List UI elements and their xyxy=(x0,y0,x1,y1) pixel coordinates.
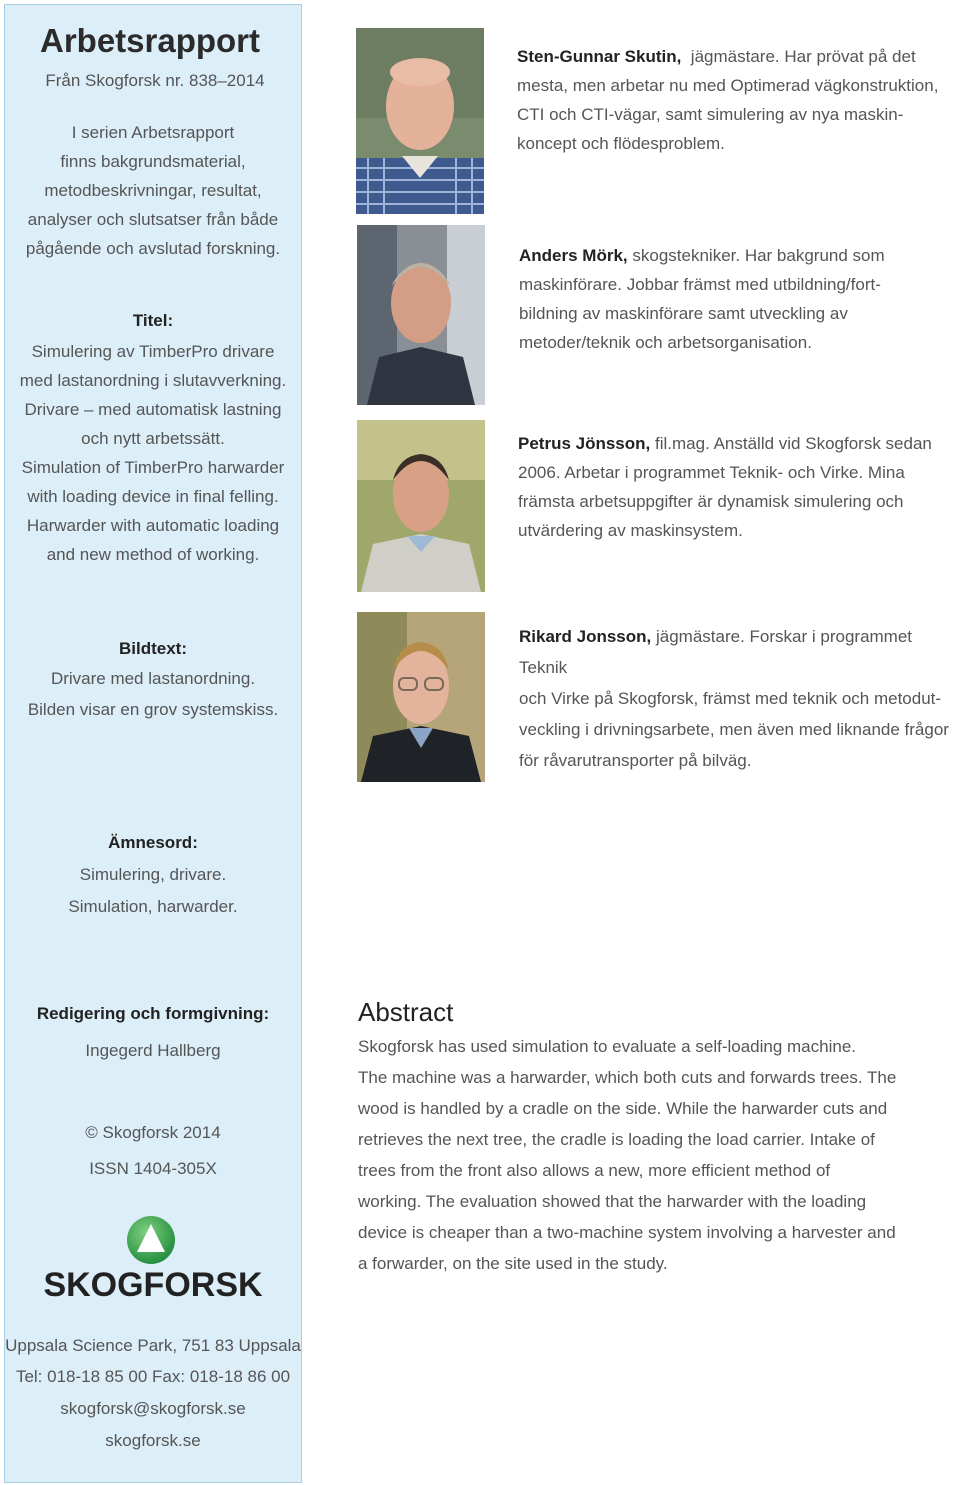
phone-fax-text: Tel: 018-18 85 00 Fax: 018-18 86 00 xyxy=(15,1367,291,1386)
author-bio-jonsson-petrus xyxy=(518,429,958,545)
author-photo-mork xyxy=(357,225,485,405)
skogforsk-logo-text: SKOGFORSK xyxy=(43,1266,263,1304)
keywords-block xyxy=(4,859,302,923)
title-line: with loading device in final felling. xyxy=(27,487,279,506)
bio-line: utvärdering av maskinsystem. xyxy=(518,521,743,540)
title-line: och nytt arbetssätt. xyxy=(81,429,225,448)
title-line: Simulation of TimberPro harwarder xyxy=(21,458,285,477)
caption-line: Drivare med lastanordning. xyxy=(50,669,256,688)
bio-line: veckling i drivningsarbete, men även med liknande frågor xyxy=(519,720,949,739)
bio-line: för råvarutransporter på bilväg. xyxy=(519,751,752,770)
intro-line: finns bakgrundsmaterial, xyxy=(60,152,246,171)
caption-block xyxy=(4,663,302,725)
intro-line: I serien Arbetsrapport xyxy=(71,123,235,142)
author-name: Sten-Gunnar Skutin, xyxy=(517,47,682,66)
report-title-block xyxy=(4,337,302,569)
bio-line: främsta arbetsuppgifter är dynamisk simulering och xyxy=(518,492,904,511)
series-intro xyxy=(4,118,302,263)
title-line: Drivare – med automatisk lastning xyxy=(24,400,282,419)
editor-name: Ingegerd Hallberg xyxy=(85,1041,221,1060)
title-line: Simulering av TimberPro drivare xyxy=(31,342,275,361)
bio-line: metoder/teknik och arbetsorganisation. xyxy=(519,333,812,352)
copyright-text: © Skogforsk 2014 xyxy=(85,1123,221,1142)
author-photo-skutin xyxy=(356,28,484,214)
editing-label: Redigering och formgivning: xyxy=(36,1004,270,1023)
intro-line: pågående och avslutad forskning. xyxy=(25,239,281,258)
keywords-label: Ämnesord: xyxy=(108,833,198,852)
report-series-title: Arbetsrapport xyxy=(39,22,261,59)
bio-line: jägmästare. Har prövat på det xyxy=(690,47,916,66)
website-link[interactable]: skogforsk.se xyxy=(105,1431,201,1450)
skogforsk-logo-icon xyxy=(126,1215,176,1265)
abstract-line: device is cheaper than a two-machine system involving a harvester and xyxy=(358,1223,896,1242)
report-number: Från Skogforsk nr. 838–2014 xyxy=(45,71,265,90)
abstract-line: working. The evaluation showed that the harwarder with the loading xyxy=(358,1192,867,1211)
intro-line: analyser och slutsatser från både xyxy=(27,210,279,229)
address-text: Uppsala Science Park, 751 83 Uppsala xyxy=(5,1336,301,1355)
abstract-line: The machine was a harwarder, which both cuts and forwards trees. The xyxy=(358,1068,897,1087)
author-bio-jonsson-rikard xyxy=(519,621,959,776)
author-name: Petrus Jönsson, xyxy=(518,434,651,453)
abstract-body xyxy=(358,1031,918,1279)
title-line: and new method of working. xyxy=(46,545,260,564)
keyword-line: Simulering, drivare. xyxy=(79,865,227,884)
abstract-line: a forwarder, on the site used in the study. xyxy=(358,1254,668,1273)
bio-line: koncept och flödesproblem. xyxy=(517,134,725,153)
bio-line: fil.mag. Anställd vid Skogforsk sedan xyxy=(655,434,932,453)
keyword-line: Simulation, harwarder. xyxy=(68,897,238,916)
abstract-line: Skogforsk has used simulation to evaluate a self-loading machine. xyxy=(358,1037,857,1056)
bio-line: skogstekniker. Har bakgrund som xyxy=(632,246,885,265)
issn-text: ISSN 1404-305X xyxy=(89,1159,217,1178)
bio-line: mesta, men arbetar nu med Optimerad vägkonstruktion, xyxy=(517,76,939,95)
abstract-line: retrieves the next tree, the cradle is loading the load carrier. Intake of xyxy=(358,1130,875,1149)
author-bio-skutin xyxy=(517,42,957,158)
caption-label: Bildtext: xyxy=(119,639,187,658)
author-photo-jonsson-rikard xyxy=(357,612,485,782)
bio-line: maskinförare. Jobbar främst med utbildning/fort- xyxy=(519,275,881,294)
bio-line: jägmästare. Forskar i programmet Teknik xyxy=(519,627,913,677)
caption-line: Bilden visar en grov systemskiss. xyxy=(27,700,279,719)
intro-line: metodbeskrivningar, resultat, xyxy=(44,181,262,200)
bio-line: 2006. Arbetar i programmet Teknik- och Virke. Mina xyxy=(518,463,905,482)
abstract-line: wood is handled by a cradle on the side. While the harwarder cuts and xyxy=(358,1099,888,1118)
title-line: med lastanordning i slutavverkning. xyxy=(19,371,287,390)
bio-line: och Virke på Skogforsk, främst med teknik och metodut- xyxy=(519,689,942,708)
author-photo-jonsson-petrus xyxy=(357,420,485,592)
author-name: Anders Mörk, xyxy=(519,246,628,265)
abstract-line: trees from the front also allows a new, more efficient method of xyxy=(358,1161,831,1180)
email-link[interactable]: skogforsk@skogforsk.se xyxy=(60,1399,246,1418)
author-bio-mork xyxy=(519,241,959,357)
author-name: Rikard Jonsson, xyxy=(519,627,652,646)
bio-line: CTI och CTI-vägar, samt simulering av nya maskin- xyxy=(517,105,904,124)
bio-line: bildning av maskinförare samt utveckling av xyxy=(519,304,848,323)
abstract-heading: Abstract xyxy=(358,997,454,1027)
title-label: Titel: xyxy=(132,311,174,330)
title-line: Harwarder with automatic loading xyxy=(26,516,280,535)
